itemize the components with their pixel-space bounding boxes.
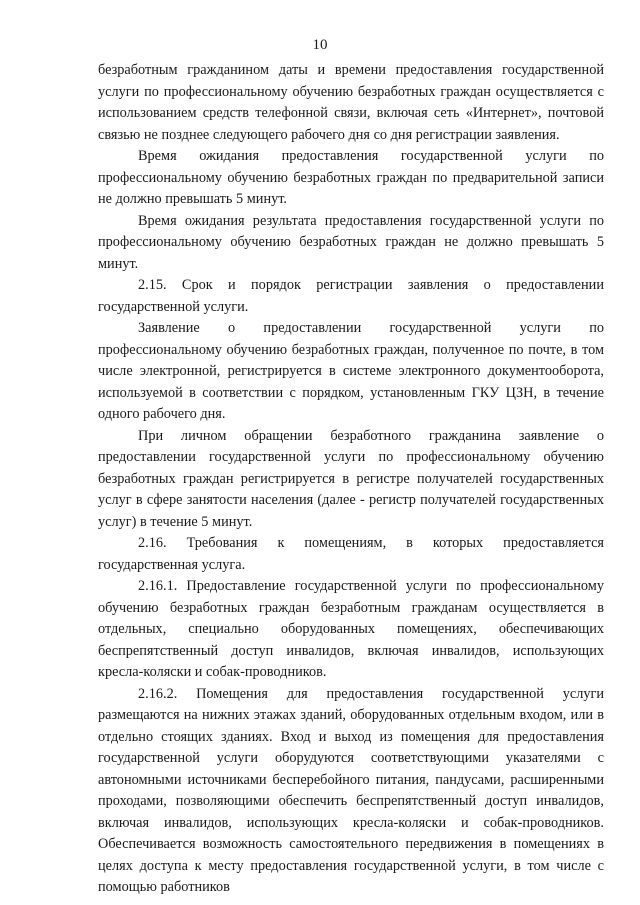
paragraph-waiting-time-result: Время ожидания результата предоставления государственной услуги по профессиональному обучению безработных граждан не должно превышать 5 минут. [98,212,604,272]
paragraph-application-in-person: При личном обращении безработного гражданина заявление о предоставлении государственной услуги по профессиональному обучению безработных граждан регистрируется в регистре получателей государственных услуг в сфере занятости населения (далее - регистр получателей государственных услуг) в течение 5 минут. [98,427,604,530]
paragraph-2-16-1: 2.16.1. Предоставление государственной услуги по профессиональному обучению безработных граждан безработным гражданам осуществляется в отдельных, специально оборудованных помещениях, обеспечивающих беспрепятственный доступ инвалидов, включая инвалидов, использующих кресла-коляски и собак-проводников. [98,578,604,680]
document-body [98,60,604,899]
paragraph-waiting-time-appointment: Время ожидания предоставления государственной услуги по профессиональному обучению безработных граждан по предварительной записи не должно превышать 5 минут. [98,148,604,207]
section-heading-2-16: 2.16. Требования к помещениям, в которых предоставляется государственная услуга. [98,535,604,573]
section-heading-2-15: 2.15. Срок и порядок регистрации заявления о предоставлении государственной услуги. [98,277,604,315]
paragraph-2-16-2: 2.16.2. Помещения для предоставления государственной услуги размещаются на нижних этажах зданий, оборудованных отдельным входом, или в отдельно стоящих зданиях. Вход и выход из помещения для предоставления государственной услуги оборудуются соответствующими указателями с автономными источниками бесперебойного питания, пандусами, расширенными проходами, позволяющими обеспечить беспрепятственный доступ инвалидов, включая инвалидов, использующих кресла-коляски и собак-проводников. Обеспечивается возможность самостоятельного передвижения в помещениях в целях доступа к месту предоставления государственной услуги, в том числе с помощью работников [98,685,604,895]
paragraph-continued: безработным гражданином даты и времени предоставления государственной услуги по профессиональному обучению безработных граждан осуществляется с использованием средств телефонной связи, включая сеть «Интернет», почтовой связью не позднее следующего рабочего дня со дня регистрации заявления. [98,62,604,143]
paragraph-application-by-mail: Заявление о предоставлении государственной услуги по профессиональному обучению безработных граждан, полученное по почте, в том числе электронной, регистрируется в системе электронного документооборота, используемой в соответствии с порядком, установленным ГКУ ЦЗН, в течение одного рабочего дня. [98,320,604,422]
page-number: 10 [312,37,328,53]
